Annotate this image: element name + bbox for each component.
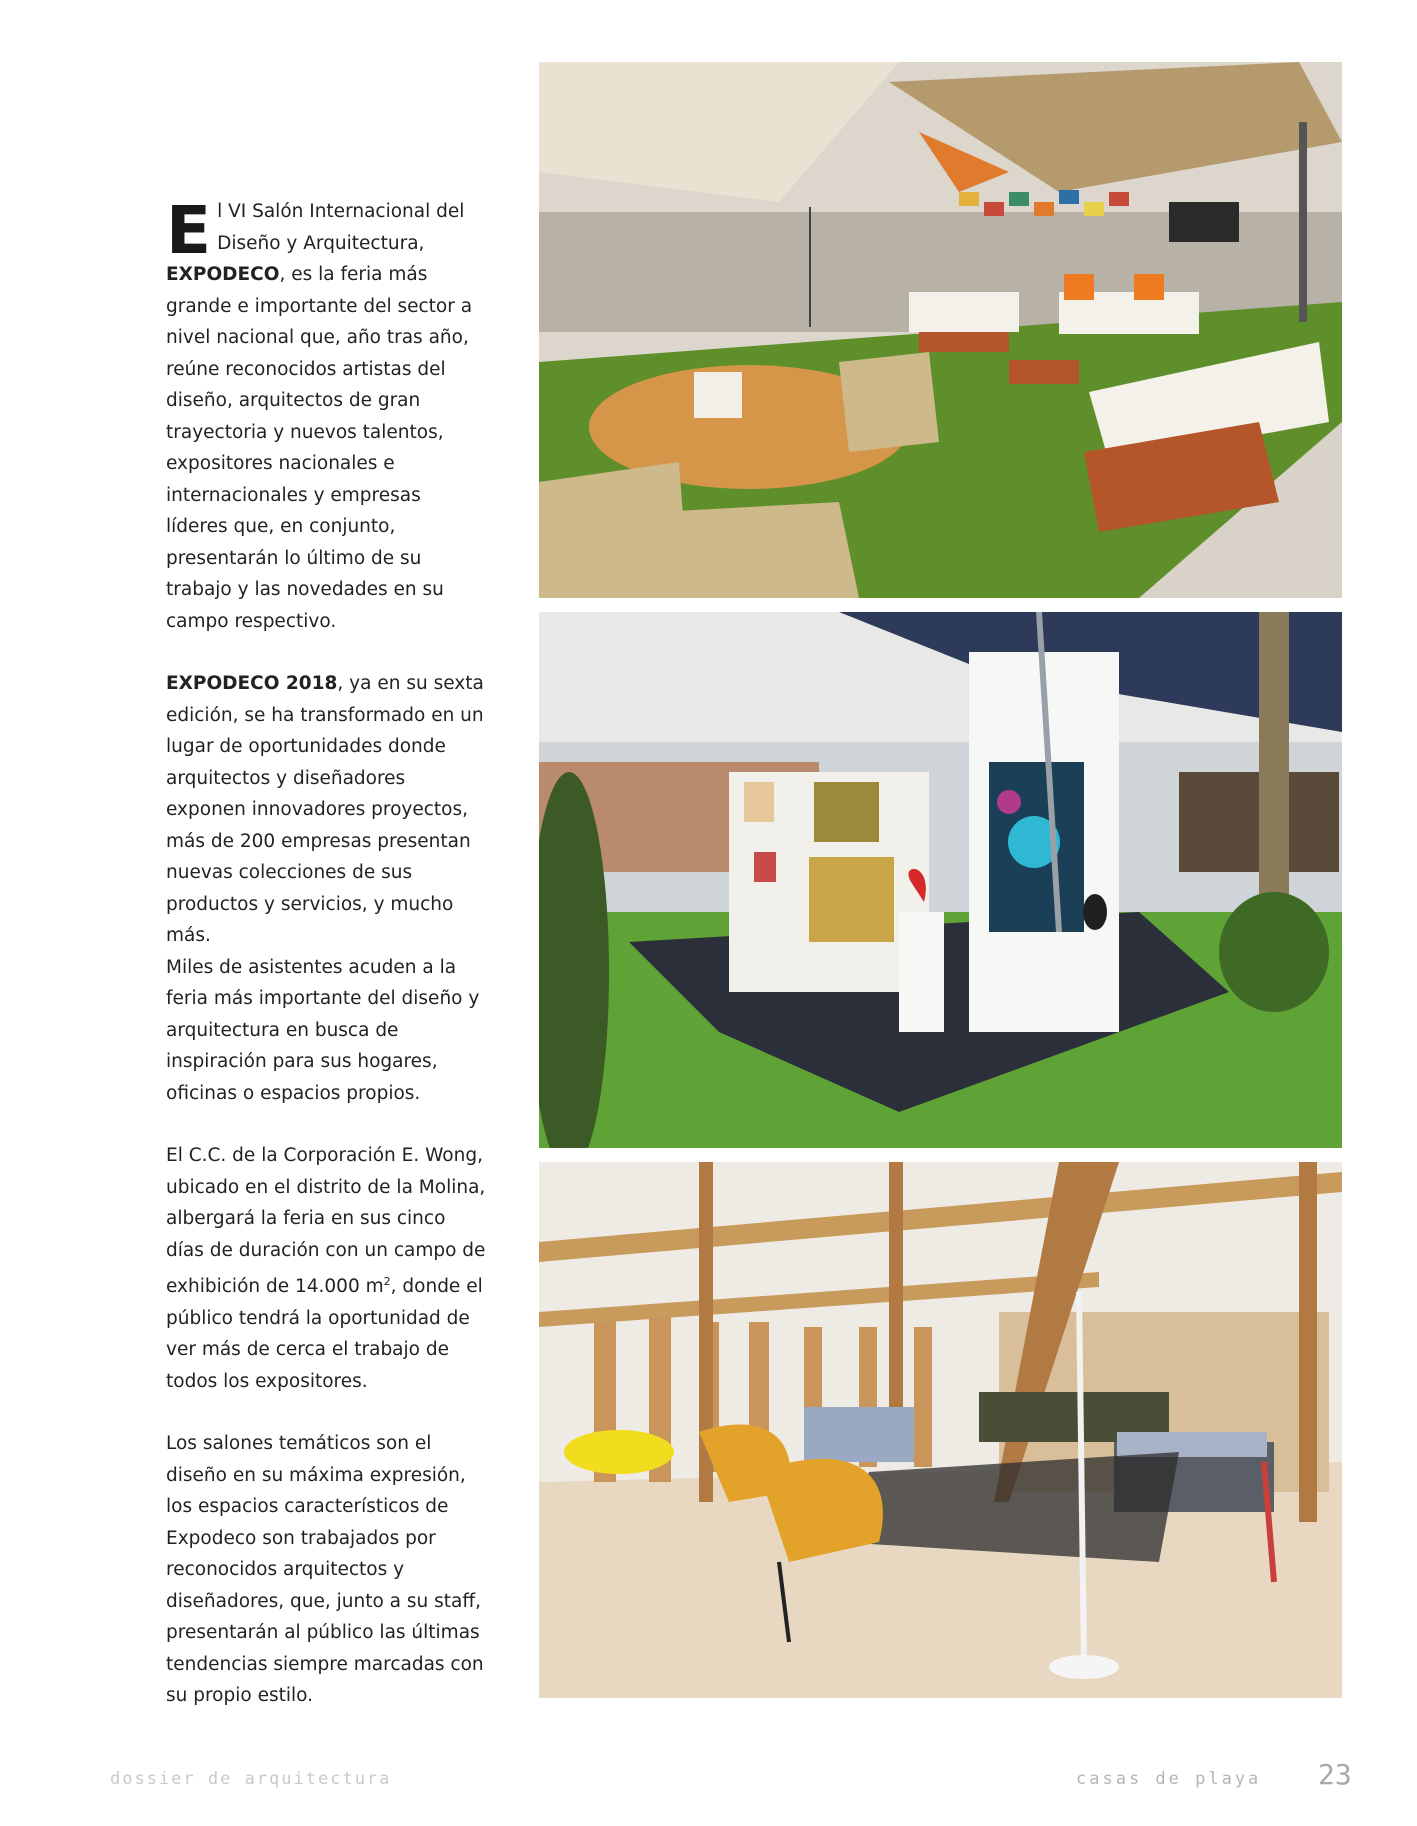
footer-magazine-label: casas de playa <box>1076 1769 1262 1789</box>
article-body <box>166 192 486 1743</box>
photo-outdoor-lounge <box>539 62 1342 598</box>
paragraph-venue <box>166 1140 486 1397</box>
edition-bold: EXPODECO 2018 <box>166 673 338 694</box>
edition-text: , ya en su sexta edición, se ha transformado en un lugar de oportunidades donde arquitectos y diseñadores exponen innovadores proyectos, más de 200 empresas presentan nuevas colecciones de sus productos y servicios, y mucho más. <box>166 673 484 946</box>
paragraph-attendees: Miles de asistentes acuden a la feria más importante del diseño y arquitectura en busca de inspiración para sus hogares, oficinas o espacios propios. <box>166 956 480 1104</box>
intro-text-b: , es la feria más grande e importante del sector a nivel nacional que, año tras año, reúne reconocidos artistas del diseño, arquitectos de gran trayectoria y nuevos talentos, expositores nacionales e internacionales y empresas líderes que, en conjunto, presentarán lo último de su trabajo y las novedades en su campo respectivo. <box>166 264 473 632</box>
drop-cap: E <box>166 192 212 269</box>
paragraph-edition <box>166 668 486 952</box>
venue-superscript: 2 <box>383 1275 391 1288</box>
venue-text-a: El C.C. de la Corporación E. Wong, ubicado en el distrito de la Molina, albergará la feria en sus cinco días de duración con un campo de exhibición de 14.000 m <box>166 1145 486 1298</box>
interior-lounge-illustration <box>539 1162 1342 1698</box>
paragraph-salons: Los salones temáticos son el diseño en su máxima expresión, los espacios característicos de Expodeco son trabajados por reconocidos arquitectos y diseñadores, que, junto a su staff, presentarán al público las últimas tendencias siempre marcadas con su propio estilo. <box>166 1433 484 1707</box>
venue-text-b: , donde el público tendrá la oportunidad de ver más de cerca el trabajo de todos los expositores. <box>166 1276 483 1392</box>
page-number: 23 <box>1318 1758 1352 1791</box>
paragraph-intro <box>166 192 486 637</box>
photo-art-exhibit <box>539 612 1342 1148</box>
footer-section-label: dossier de arquitectura <box>110 1769 392 1789</box>
intro-bold-brand: EXPODECO <box>166 264 280 285</box>
outdoor-lounge-illustration <box>539 62 1342 598</box>
intro-text-a: l VI Salón Internacional del Diseño y Arquitectura, <box>217 201 465 254</box>
photo-interior-lounge <box>539 1162 1342 1698</box>
art-exhibit-illustration <box>539 612 1342 1148</box>
